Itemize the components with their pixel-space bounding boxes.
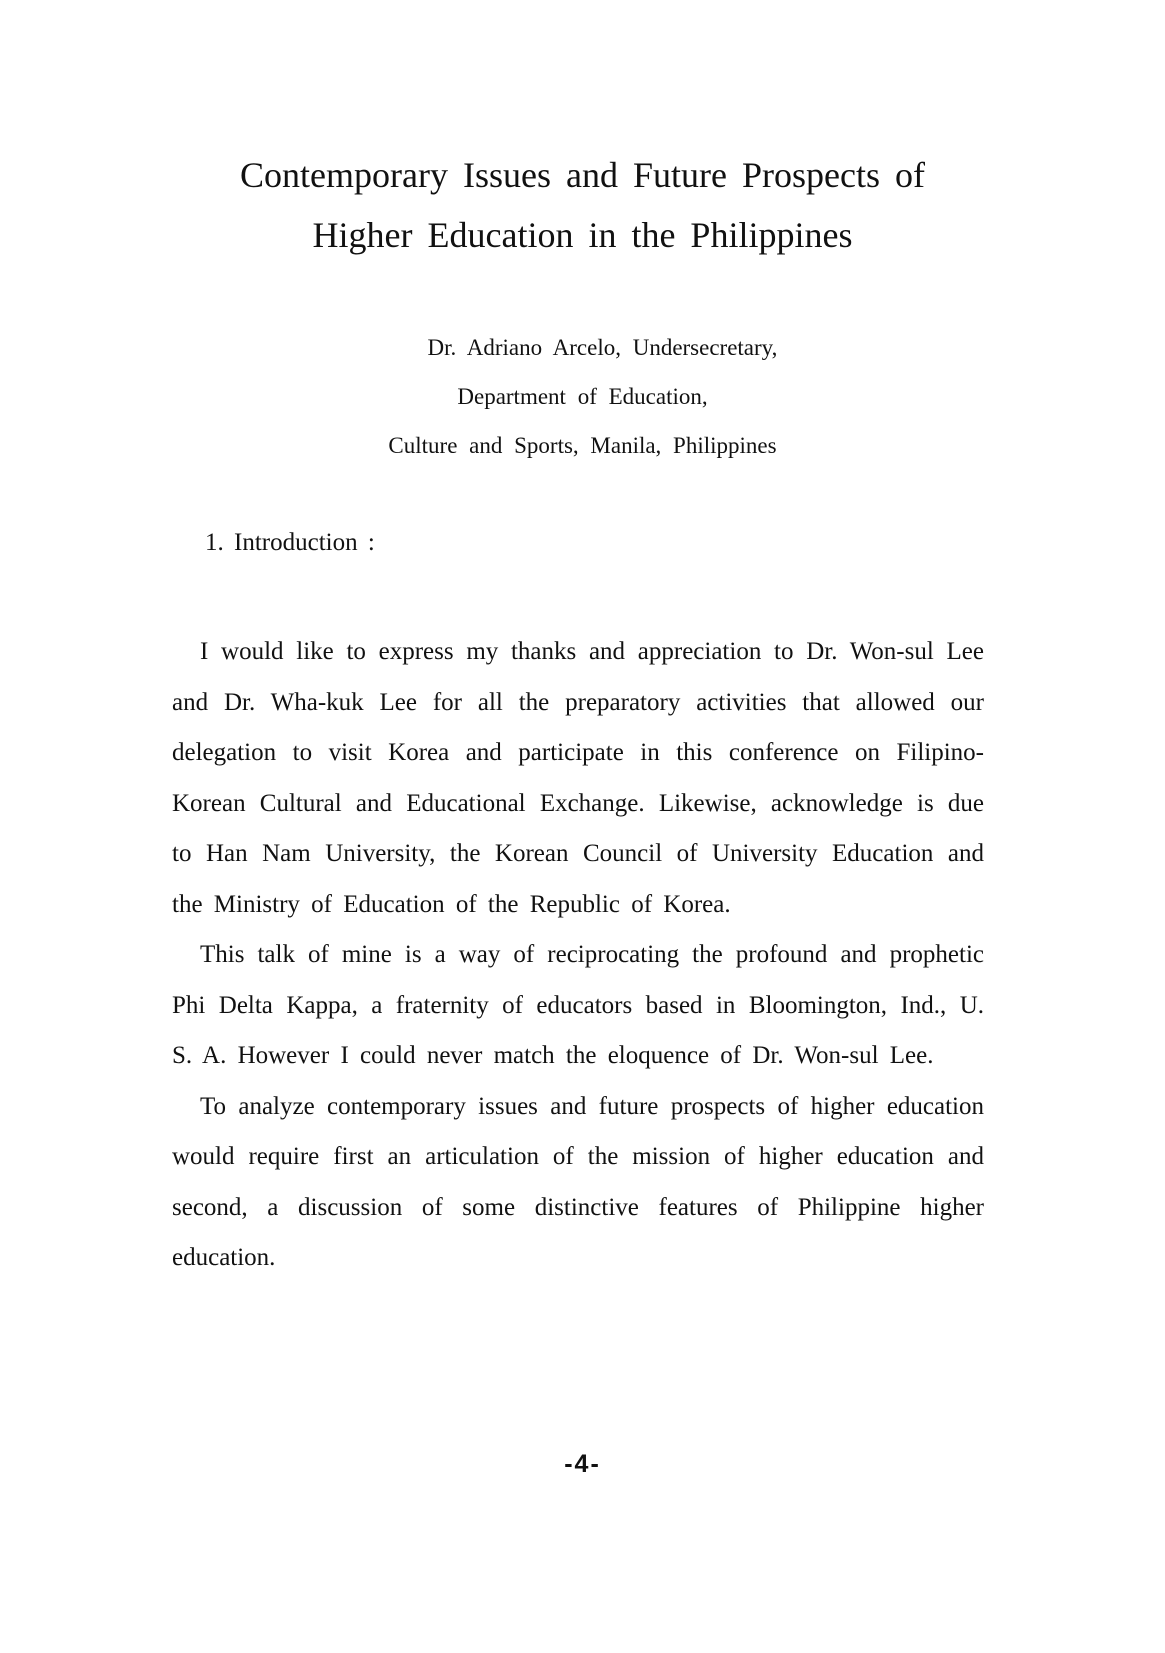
title-line-2: Higher Education in the Philippines: [312, 215, 853, 255]
document-title: [0, 145, 1165, 265]
paragraph-2: This talk of mine is a way of reciprocating the profound and prophetic Phi Delta Kappa, a fraternity of educators based in Bloomington, Ind., U. S. A. However I could never match the eloquence of Dr. Won-sul Lee.: [172, 941, 984, 1069]
author-department-line: Department of Education,: [457, 384, 708, 409]
title-line-1: Contemporary Issues and Future Prospects of: [240, 155, 925, 195]
author-location-line: Culture and Sports, Manila, Philippines: [388, 433, 777, 458]
author-block: [0, 323, 1165, 470]
page-number: -4-: [564, 1450, 601, 1478]
paragraph-3: To analyze contemporary issues and future prospects of higher education would require first an articulation of the mission of higher education and second, a discussion of some distinctive features of Philippine higher education.: [172, 1092, 984, 1271]
section-heading: 1. Introduction :: [205, 529, 375, 556]
paragraph-1: I would like to express my thanks and appreciation to Dr. Won-sul Lee and Dr. Wha-kuk Lee for all the preparatory activities that allowed our delegation to visit Korea and participate in this conference on Filipino-Korean Cultural and Educational Exchange. Likewise, acknowledge is due to Han Nam University, the Korean Council of University Education and the Ministry of Education of the Republic of Korea.: [172, 638, 984, 918]
body-text: [172, 627, 984, 1284]
author-name-line: Dr. Adriano Arcelo, Undersecretary,: [427, 335, 778, 360]
